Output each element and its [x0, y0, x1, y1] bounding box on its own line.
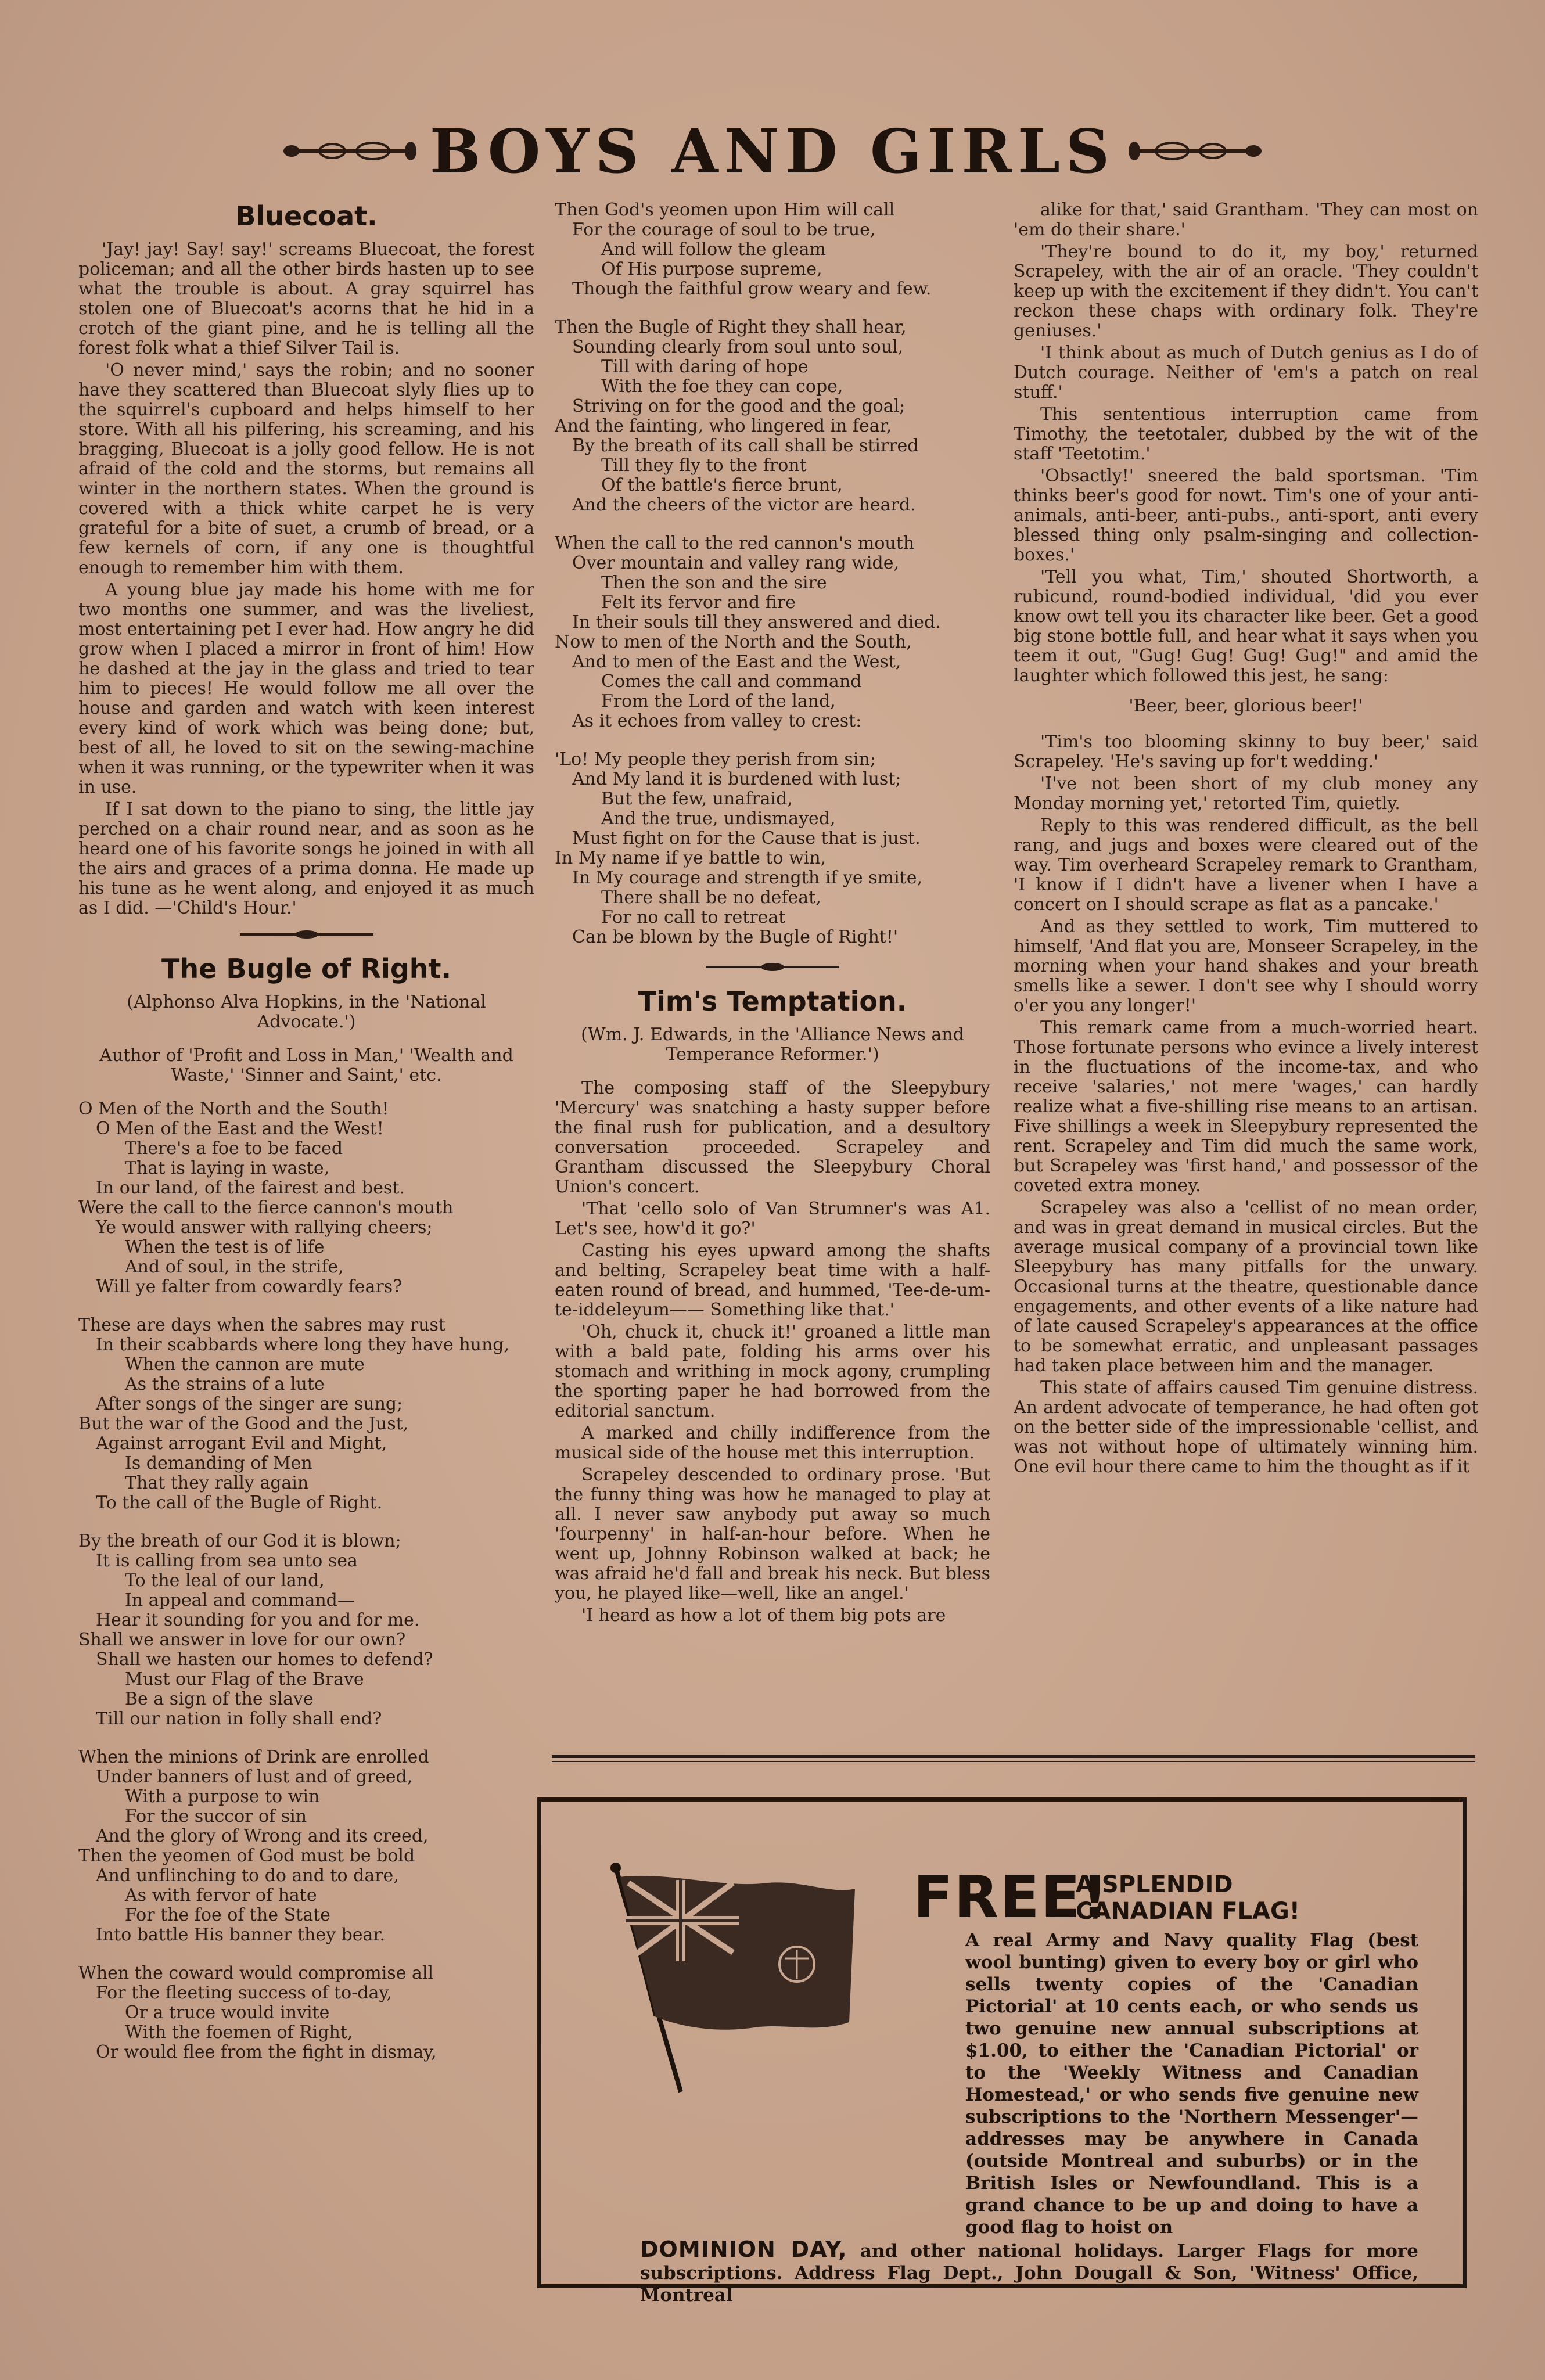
separator-rule-thin: [552, 1761, 1475, 1762]
ad-splendid-line-1: A SPLENDID: [1076, 1871, 1233, 1898]
flag-advertisement: [537, 1797, 1467, 2306]
poem-line: But the war of the Good and the Just,: [78, 1414, 409, 1434]
poem-stanza: [78, 1964, 534, 2062]
poem-line: When the coward would compromise all: [78, 1963, 434, 1983]
story-paragraph: 'Tim's too blooming skinny to buy beer,' said Scrapeley. 'He's saving up for't wedding.': [1014, 732, 1478, 772]
tim-story-part-3: [1014, 732, 1478, 1477]
column-1: [78, 200, 534, 2303]
poem-line: With the foe they can cope,: [601, 376, 843, 397]
poem-line: Sounding clearly from soul unto soul,: [572, 337, 904, 357]
ad-free-heading: FREE!: [913, 1863, 1109, 1931]
poem-line: And the cheers of the victor are heard.: [572, 495, 916, 515]
poem-line: When the test is of life: [125, 1237, 325, 1257]
story-paragraph: 'Tell you what, Tim,' shouted Shortworth, a rubicund, round-bodied individual, 'did you ever know owt tell you its character like beer. Get a good big stone bottle full, and hear what it says when you teem it out, "Gug! Gug! Gug! Gug!" and amid the laughter which followed this jest, he sang:: [1014, 567, 1478, 686]
poem-line: And unflinching to do and to dare,: [96, 1865, 399, 1886]
beer-song-line: 'Beer, beer, glorious beer!': [1129, 696, 1363, 716]
poem-line: When the call to the red cannon's mouth: [555, 533, 915, 553]
story-paragraph: This state of affairs caused Tim genuine distress. An ardent advocate of temperance, he had often got on the better side of the impressionable 'cellist, and was not without hope of ultimately winning him. One evil hour there came to him the thought as if it: [1014, 1378, 1478, 1477]
poem-line: For the courage of soul to be true,: [572, 220, 876, 240]
ad-body-text-2: and other national holidays. Larger Flags for more subscriptions. Address Flag Dept., John Dougall & Son, 'Witness' Office, Montreal: [640, 2241, 1418, 2306]
column-3: [1014, 200, 1478, 1739]
poem-line: And will follow the gleam: [601, 239, 826, 260]
poem-line: In our land, of the fairest and best.: [96, 1178, 405, 1198]
poem-line: For the fleeting success of to-day,: [96, 1983, 392, 2003]
poem-line: That is laying in waste,: [125, 1158, 330, 1178]
poem-line: When the minions of Drink are enrolled: [78, 1747, 429, 1767]
poem-line: Under banners of lust and of greed,: [96, 1767, 413, 1787]
poem-line: Will ye falter from cowardly fears?: [96, 1277, 403, 1297]
poem-line: To the leal of our land,: [125, 1570, 325, 1591]
poem-line: Now to men of the North and the South,: [555, 632, 912, 652]
poem-line: O Men of the East and the West!: [96, 1119, 384, 1139]
poem-line: To the call of the Bugle of Right.: [96, 1493, 383, 1513]
ad-splendid-line-2: CANADIAN FLAG!: [1076, 1898, 1300, 1925]
story-paragraph: 'That 'cello solo of Van Strumner's was A1. Let's see, how'd it go?': [555, 1199, 990, 1239]
bluecoat-paragraph: If I sat down to the piano to sing, the little jay perched on a chair round near, and as soon as he heard one of his favorite songs he joined in with all the airs and graces of a prima donna. He made up his tune as he went along, and enjoyed it as much as I did. —'Child's Hour.': [78, 799, 534, 918]
poem-line: When the cannon are mute: [125, 1354, 365, 1375]
story-paragraph: This remark came from a much-worried heart. Those fortunate persons who evince a lively interest in the fluctuations of the income-tax, and who receive 'salaries,' not mere 'wages,' can hardly realize what a five-shilling rise means to an artisan. Five shillings a week in Sleepybury represented the rent. Scrapeley and Tim did much the same work, but Scrapeley was 'first hand,' and possessor of the coveted extra money.: [1014, 1018, 1478, 1196]
poem-line: Then the son and the sire: [601, 573, 827, 593]
column-2: [555, 200, 990, 1745]
bugle-title: The Bugle of Right.: [161, 953, 451, 984]
poem-line: Over mountain and valley rang wide,: [572, 553, 899, 573]
bluecoat-paragraph: A young blue jay made his home with me for two months one summer, and was the liveliest, most entertaining pet I ever had. How angry he did grow when I placed a mirror in front of him! How he dashed at the jay in the glass and tried to tear him to pieces! He would follow me all over the house and garden and watch with keen interest every kind of work which was being done; but, best of all, he loved to sit on the sewing-machine when it was running, or the typewriter when it was in use.: [78, 580, 534, 797]
poem-stanza: [555, 318, 990, 515]
poem-line: There shall be no defeat,: [601, 887, 821, 908]
story-paragraph: This sententious interruption came from Timothy, the teetotaler, dubbed by the wit of the staff 'Teetotim.': [1014, 404, 1478, 464]
poem-line: By the breath of its call shall be stirred: [572, 436, 919, 456]
poem-line: After songs of the singer are sung;: [96, 1394, 403, 1414]
tim-story-part-2: [1014, 200, 1478, 686]
poem-line: With the foemen of Right,: [125, 2022, 353, 2043]
poem-line: By the breath of our God it is blown;: [78, 1531, 401, 1551]
divider-rule: [706, 966, 839, 968]
divider-rule: [240, 933, 373, 936]
poem-line: And the true, undismayed,: [601, 808, 836, 829]
poem-line: Or a truce would invite: [125, 2002, 330, 2023]
poem-line: Till our nation in folly shall end?: [96, 1709, 382, 1729]
poem-line: In My name if ye battle to win,: [555, 848, 827, 868]
poem-line: From the Lord of the land,: [601, 691, 836, 711]
story-paragraph: The composing staff of the Sleepybury 'Mercury' was snatching a hasty supper before the final rush for publication, and a desultory conversation proceeded. Scrapeley and Grantham discussed the Sleepybury Choral Union's concert.: [555, 1078, 990, 1197]
poem-line: Felt its fervor and fire: [601, 592, 796, 613]
left-ornament-icon: [280, 139, 419, 163]
story-paragraph: 'I heard as how a lot of them big pots are: [581, 1605, 946, 1626]
bugle-byline: (Alphonso Alva Hopkins, in the 'National Advocate.'): [127, 992, 486, 1032]
poem-line: Of the battle's fierce brunt,: [601, 475, 843, 495]
poem-line: Can be blown by the Bugle of Right!': [572, 927, 899, 947]
bluecoat-title: Bluecoat.: [235, 200, 378, 232]
bugle-poem-part-2: [555, 200, 990, 947]
poem-line: That they rally again: [125, 1473, 309, 1493]
poem-line: But the few, unafraid,: [601, 789, 793, 809]
story-paragraph: 'I think about as much of Dutch genius as I do of Dutch courage. Neither of 'em's a patch on real stuff.': [1014, 343, 1478, 402]
poem-line: 'Lo! My people they perish from sin;: [555, 749, 876, 770]
story-paragraph: 'They're bound to do it, my boy,' returned Scrapeley, with the air of an oracle. 'They couldn't keep up with the excitement if they didn't. You can't reckon these chaps with ordinary folk. They're geniuses.': [1014, 242, 1478, 341]
bugle-author-note: Author of 'Profit and Loss in Man,' 'Wealth and Waste,' 'Sinner and Saint,' etc.: [99, 1045, 513, 1085]
poem-line: Striving on for the good and the goal;: [572, 396, 906, 416]
tim-title: Tim's Temptation.: [638, 986, 907, 1017]
tim-byline: (Wm. J. Edwards, in the 'Alliance News and Temperance Reformer.'): [581, 1024, 964, 1065]
bugle-poem-part-1: [78, 1099, 534, 2062]
poem-line: Comes the call and command: [601, 671, 862, 692]
poem-line: It is calling from sea unto sea: [96, 1551, 358, 1571]
poem-line: Then God's yeomen upon Him will call: [555, 200, 895, 220]
story-paragraph: And as they settled to work, Tim muttered to himself, 'And flat you are, Monseer Scrapeley, in the morning when your hand shakes and your breath smells like a sewer. I don't see why I should worry o'er you any longer!': [1014, 916, 1478, 1016]
poem-line: Or would flee from the fight in dismay,: [96, 2042, 437, 2062]
poem-line: O Men of the North and the South!: [78, 1099, 389, 1119]
poem-line: In My courage and strength if ye smite,: [572, 868, 923, 888]
poem-line: For no call to retreat: [601, 907, 786, 927]
poem-line: Then the yeomen of God must be bold: [78, 1846, 415, 1866]
story-paragraph: alike for that,' said Grantham. 'They can most on 'em do their share.': [1014, 200, 1478, 240]
poem-stanza: [78, 1315, 534, 1513]
story-paragraph: Scrapeley was also a 'cellist of no mean order, and was in great demand in musical circles. But the average musical company of a provincial town like Sleepybury has many pitfalls for the unwary. Occasional turns at the theatre, questionable dance engagements, and other events of a like nature had of late caused Scrapeley's appearances at the office to be somewhat erratic, and unpleasant passages had taken place between him and the manager.: [1014, 1198, 1478, 1376]
poem-line: Hear it sounding for you and for me.: [96, 1610, 420, 1630]
bluecoat-paragraph: 'Jay! jay! Say! say!' screams Bluecoat, the forest policeman; and all the other birds hasten up to see what the trouble is about. A gray squirrel has stolen one of Bluecoat's acorns that he hid in a crotch of the giant pine, and he is telling all the forest folk what a thief Silver Tail is.: [78, 239, 534, 358]
poem-stanza: [78, 1531, 534, 1729]
poem-stanza: [555, 750, 990, 947]
poem-line: Against arrogant Evil and Might,: [96, 1433, 387, 1454]
story-paragraph: A marked and chilly indifference from the musical side of the house met this interruption.: [555, 1423, 990, 1463]
tim-story-part-1: [555, 1078, 990, 1626]
poem-line: As with fervor of hate: [125, 1885, 317, 1906]
story-paragraph: 'Oh, chuck it, chuck it!' groaned a little man with a bald pate, folding his arms over his stomach and writhing in mock agony, crumpling the sporting paper he had borrowed from the editorial sanctum.: [555, 1322, 990, 1421]
story-paragraph: 'I've not been short of my club money any Monday morning yet,' retorted Tim, quietly.: [1014, 774, 1478, 814]
right-ornament-icon: [1126, 139, 1265, 163]
poem-line: There's a foe to be faced: [125, 1138, 343, 1159]
poem-line: Must fight on for the Cause that is just.: [572, 828, 921, 849]
poem-stanza: [78, 1748, 534, 1945]
story-paragraph: Casting his eyes upward among the shafts and belting, Scrapeley beat time with a half-eaten round of bread, and hummed, 'Tee-de-um-te-iddeleyum—— Something like that.': [555, 1241, 990, 1320]
poem-line: Till with daring of hope: [601, 357, 809, 377]
poem-line: And the glory of Wrong and its creed,: [96, 1826, 429, 1846]
poem-line: As the strains of a lute: [125, 1374, 325, 1394]
poem-line: For the succor of sin: [125, 1806, 307, 1827]
poem-stanza: [555, 200, 990, 299]
ad-splendid-heading: [1076, 1871, 1300, 1925]
separator-rule: [552, 1755, 1475, 1758]
poem-line: Shall we hasten our homes to defend?: [96, 1649, 433, 1670]
poem-stanza: [555, 534, 990, 731]
poem-line: In their scabbards where long they have hung,: [96, 1335, 510, 1355]
ad-dominion-day: DOMINION DAY,: [640, 2237, 847, 2262]
ad-body: [640, 1929, 1418, 2306]
poem-line: And to men of the East and the West,: [572, 652, 901, 672]
poem-line: And of soul, in the strife,: [125, 1257, 344, 1277]
poem-line: Is demanding of Men: [125, 1453, 312, 1473]
banner-title: BOYS AND GIRLS: [429, 115, 1116, 187]
poem-line: Were the call to the fierce cannon's mouth: [78, 1198, 454, 1218]
ad-body-text-1: A real Army and Navy quality Flag (best wool bunting) given to every boy or girl who sells twenty copies of the 'Canadian Pictorial' at 10 cents each, or who sends us two genuine new annual subscriptions at $1.00, to either the 'Canadian Pictorial' or to the 'Weekly Witness and Canadian Homestead,' or who sends five genuine new subscriptions to the 'Northern Messenger'—addresses may be anywhere in Canada (outside Montreal and suburbs) or in the British Isles or Newfoundland. This is a grand chance to be up and doing to have a good flag to hoist on: [965, 1930, 1418, 2238]
poem-line: Then the Bugle of Right they shall hear,: [555, 317, 907, 337]
poem-line: Shall we answer in love for our own?: [78, 1630, 406, 1650]
poem-line: Into battle His banner they bear.: [96, 1925, 386, 1945]
poem-line: Till they fly to the front: [601, 455, 807, 476]
bluecoat-paragraph: 'O never mind,' says the robin; and no sooner have they scattered than Bluecoat slyly flies up to the squirrel's cupboard and helps himself to her store. With all his pilfering, his screaming, and his bragging, Bluecoat is a jolly good fellow. He is not afraid of the cold and the storms, but remains all winter in the northern states. When the ground is covered with a thick white carpet he is very grateful for a bite of suet, a crumb of bread, or a few kernels of corn, if any one is thoughtful enough to remember him with them.: [78, 360, 534, 578]
poem-line: In their souls till they answered and died.: [572, 612, 941, 632]
poem-line: Be a sign of the slave: [125, 1689, 314, 1709]
story-paragraph: 'Obsactly!' sneered the bald sportsman. 'Tim thinks beer's good for nowt. Tim's one of your anti-animals, anti-beer, anti-pubs., anti-sport, anti every blessed thing only psalm-singing and collection-boxes.': [1014, 466, 1478, 565]
story-paragraph: Scrapeley descended to ordinary prose. 'But the funny thing was how he managed to play at all. I never saw anybody put away so much 'fourpenny' in half-an-hour before. When he went up, Johnny Robinson walked at back; he was afraid he'd fall and break his neck. But bless you, he played like—well, like an angel.': [555, 1465, 990, 1604]
poem-line: With a purpose to win: [125, 1786, 320, 1807]
poem-line: As it echoes from valley to crest:: [572, 711, 862, 731]
poem-line: And the fainting, who lingered in fear,: [555, 416, 892, 436]
poem-line: In appeal and command—: [125, 1590, 355, 1610]
story-paragraph: Reply to this was rendered difficult, as the bell rang, and jugs and boxes were cleared out of the way. Tim overheard Scrapeley remark to Grantham, 'I know if I didn't have a livener when I have a concert on I should scrape as flat as a pancake.': [1014, 815, 1478, 915]
poem-line: Ye would answer with rallying cheers;: [96, 1217, 433, 1238]
poem-line: Though the faithful grow weary and few.: [572, 279, 932, 299]
poem-line: These are days when the sabres may rust: [78, 1315, 445, 1335]
poem-line: Of His purpose supreme,: [601, 259, 822, 279]
poem-stanza: [78, 1099, 534, 1297]
poem-line: Must our Flag of the Brave: [125, 1669, 364, 1689]
section-banner: [244, 116, 1301, 186]
poem-line: And My land it is burdened with lust;: [572, 769, 901, 789]
poem-line: For the foe of the State: [125, 1905, 330, 1925]
